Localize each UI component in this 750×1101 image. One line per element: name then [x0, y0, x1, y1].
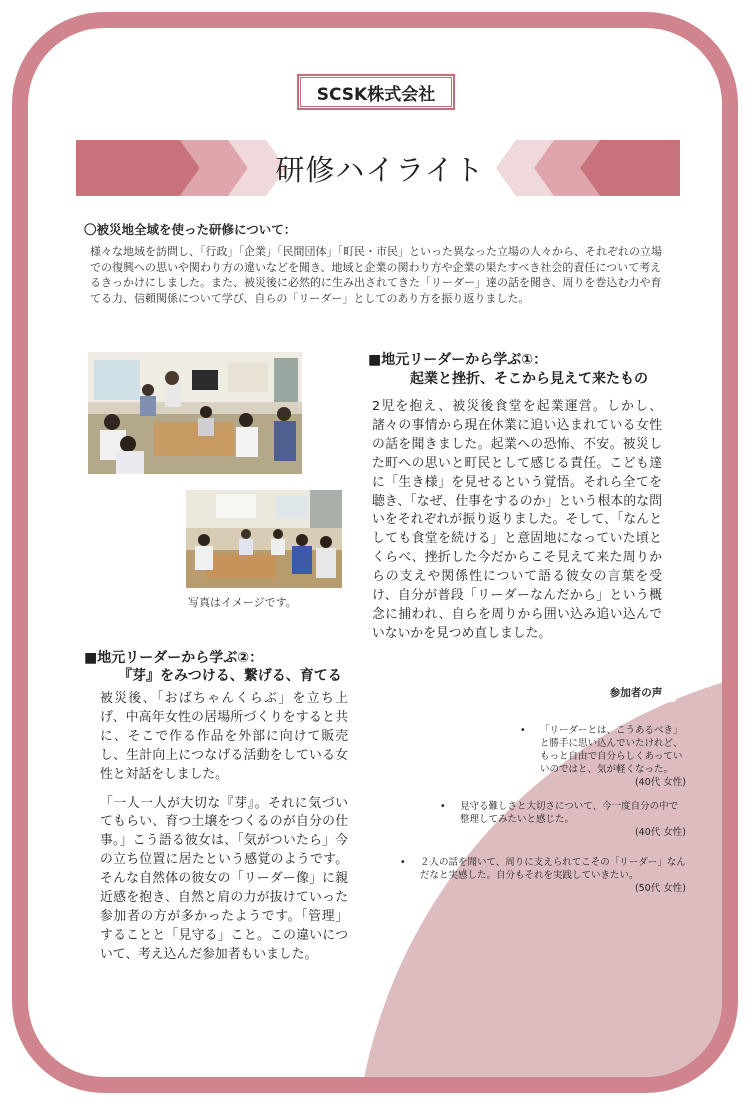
section2-body: 2児を抱え、被災後食堂を起業運営。しかし、諸々の事情から現在休業に追い込まれている女性の話を聞きました。起業への恐怖、不安。被災した町への思いと町民として感じる責任。こども達に「生き様」を見せるという覚悟。それら全てを聴き、「なぜ、仕事をするのか」という根本的な問いをそれぞれが振り返りました。そして、「なんとしても食堂を続ける」と意固地になっていた頃とくらべ、挫折した今だからこそ見えて来た周りからの支えや関係性について語る彼女の言葉を受け、自分が普段「リーダーなんだから」という概念に捕われ、自らを周りから囲い込み追い込んでいないかを見つめ直しました。: [372, 399, 662, 641]
section1-heading: 〇被災地全域を使った研修について：: [84, 222, 297, 237]
workshop-photo-2: [186, 490, 342, 588]
section3-body: [100, 690, 348, 975]
bullet: •: [400, 857, 406, 868]
voice-text: ２人の話を聞いて、周りに支えられてこその「リーダー」なんだなと実感した。自分もそれを実践していきたい。: [420, 857, 686, 881]
company-name: SCSK株式会社: [300, 77, 452, 107]
page-title: 研修ハイライト: [275, 153, 485, 187]
banner-block-dark: [76, 140, 200, 196]
voices-label: 参加者の声: [596, 682, 676, 702]
section3-subheading: 『芽』をみつける、繋げる、育てる: [118, 668, 342, 684]
voice-item: [400, 856, 686, 895]
voice-age: (40代 女性): [634, 827, 686, 838]
bullet: •: [520, 725, 526, 736]
section1-body: 様々な地域を訪問し、「行政」「企業」「民間団体」「町民・市民」といった異なった立場の人々から、それぞれの立場での復興への思いや関わり方の違いなどを聞き、地域と企業の関わり方や企業の果たすべき社会的責任について考えるきっかけにしました。また、被災後に必然的に生み出されてきた「リーダー」達の話を聞き、周りを巻込む力や育てる力、信頼関係について学び、自らの「リーダー」としてのあり方を振り返りました。: [90, 245, 662, 305]
photo-caption: 写真はイメージです。: [188, 596, 297, 609]
section3-paragraph: 被災後、「おばちゃんくらぶ」を立ち上げ、中高年女性の居場所づくりをすると共に、そこで作る作品を外部に向けて販売し、生計向上につなげる活動をしている女性と対話をしました。: [100, 691, 348, 782]
section2-subheading: 起業と挫折、そこから見えて来たもの: [410, 371, 648, 387]
section2-heading: ■地元リーダーから学ぶ①：: [368, 352, 548, 368]
voice-age: (40代 女性): [634, 777, 686, 788]
banner-arrows-right: [496, 140, 680, 196]
voice-item: [520, 724, 686, 789]
section3-paragraph: 「一人一人が大切な『芽』。それに気づいてもらい、育つ土壌をつくるのが自分の仕事。」こう語る彼女は、「気がついたら」今の立ち位置に居たという感覚のようです。そんな自然体の彼女の「リーダー像」に親近感を抱き、自然と肩の力が抜けていった参加者の方が多かったようです。「管理」することと「見守る」こと。この違いについて、考え込んだ参加者もいました。: [100, 795, 348, 962]
workshop-photo-1: [88, 352, 302, 474]
voice-text: 「リーダーとは、こうあるべき」と勝手に思い込んでいたけれど、もっと自由で自分らしくあっていいのではと、気が軽くなった。: [540, 725, 683, 775]
voice-age: (50代 女性): [634, 883, 686, 894]
section3-heading: ■地元リーダーから学ぶ②：: [84, 650, 264, 666]
banner-block-dark: [580, 140, 680, 196]
voice-item: [440, 800, 686, 839]
voice-text: 見守る難しさと大切さについて、今一度自分の中で整理してみたいと感じた。: [460, 801, 679, 825]
company-box: [297, 74, 455, 110]
bullet: •: [440, 801, 446, 812]
